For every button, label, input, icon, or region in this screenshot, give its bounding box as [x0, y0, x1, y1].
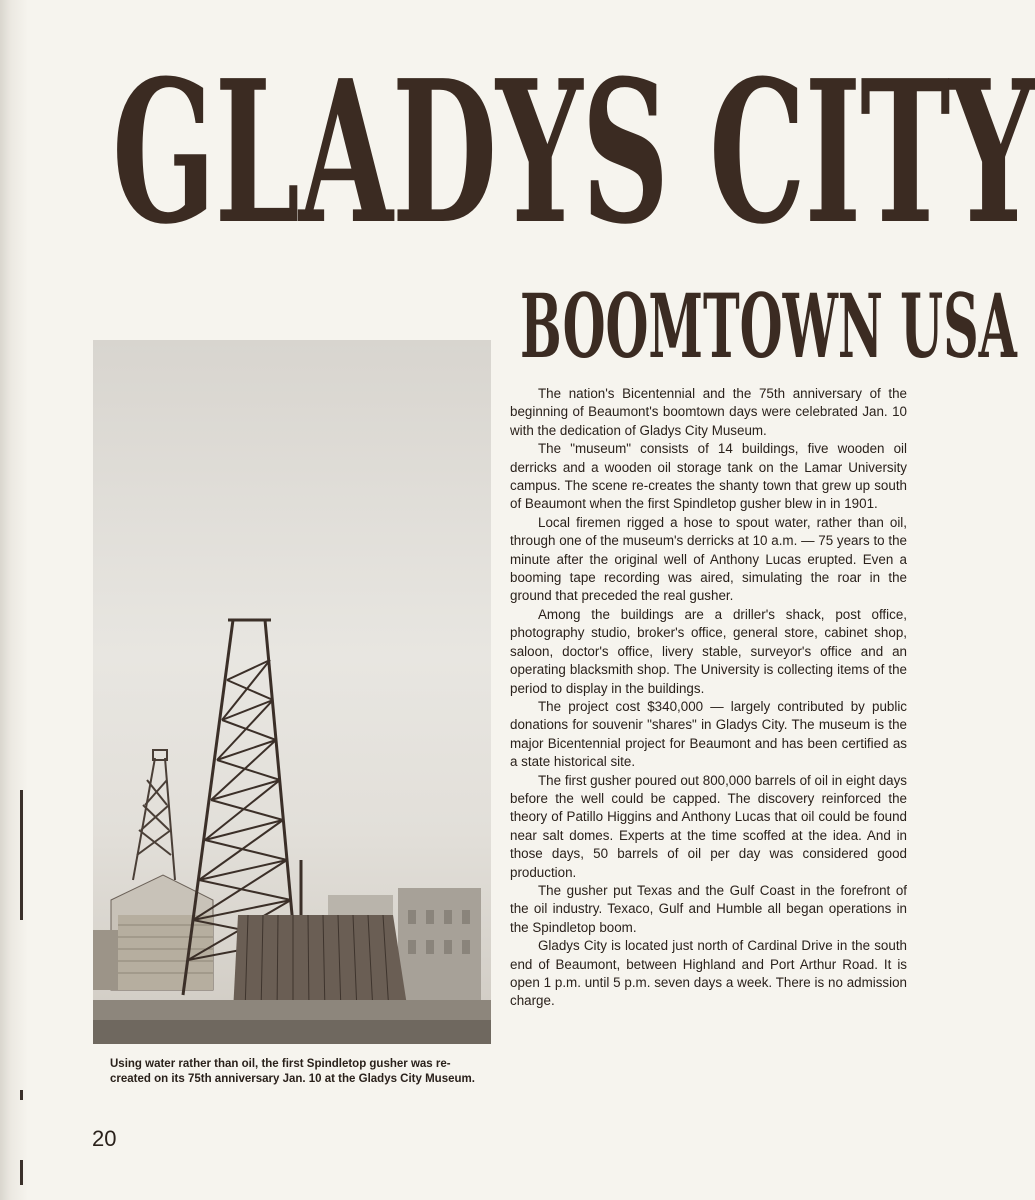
article-paragraph: The nation's Bicentennial and the 75th anniversary of the beginning of Beaumont's boomtown days were celebrated Jan. 10 with the dedication of Gladys City Museum. [510, 386, 907, 438]
article-paragraph: Gladys City is located just north of Cardinal Drive in the south end of Beaumont, between Highland and Port Arthur Road. It is open 1 p.m. until 5 p.m. seven days a week. There is no admission charge. [510, 938, 907, 1009]
binding-mark [20, 790, 23, 920]
small-derrick [133, 750, 175, 880]
article-paragraph: The gusher put Texas and the Gulf Coast in the forefront of the oil industry. Texaco, Gulf and Humble all began operations in the Spindletop boom. [510, 882, 907, 935]
derrick-illustration [93, 340, 491, 1044]
binding-mark [20, 1160, 23, 1185]
article-body [510, 385, 907, 1011]
oil-derrick-photo [93, 340, 491, 1044]
article-paragraph: The first gusher poured out 800,000 barrels of oil in eight days before the well could be capped. The discovery reinforced the theory of Patillo Higgins and Anthony Lucas that oil could be found near salt domes. Experts at the time scoffed at the idea. And in those days, 50 barrels of oil per day was considered good production. [510, 772, 907, 880]
article-paragraph: Local firemen rigged a hose to spout water, rather than oil, through one of the museum's derricks at 10 a.m. — 75 years to the minute after the original well of Anthony Lucas erupted. Even a booming tape recording was aired, simulating the roar in the ground that preceded the real gusher. [510, 514, 907, 604]
shack-wall [118, 915, 213, 990]
binding-mark [20, 1090, 23, 1100]
page-number: 20 [92, 1126, 117, 1151]
ground-shadow [93, 1020, 491, 1044]
shack-side [93, 930, 118, 990]
photo-caption: Using water rather than oil, the first Spindletop gusher was re-created on its 75th anniversary Jan. 10 at the Gladys City Museum. [110, 1058, 475, 1085]
article-paragraph: The project cost $340,000 — largely contributed by public donations for souvenir "shares" in Gladys City. The museum is the major Bicentennial project for Beaumont and has been certified as a state historical site. [510, 698, 907, 770]
article-paragraph: Among the buildings are a driller's shack, post office, photography studio, broker's office, general store, cabinet shop, saloon, doctor's office, livery stable, surveyor's office and an operating blacksmith shop. The University is collecting items of the period to display in the buildings. [510, 606, 907, 696]
article-paragraph: The "museum" consists of 14 buildings, five wooden oil derricks and a wooden oil storage tank on the Lamar University campus. The scene re-creates the shanty town that grew up south of Beaumont when the first Spindletop gusher blew in in 1901. [510, 441, 907, 512]
page-edge [0, 0, 28, 1200]
wooden-storage-tank [233, 915, 408, 1012]
headline-title: GLADYS CITY [112, 38, 1035, 268]
headline-subtitle: BOOMTOWN USA [520, 274, 1017, 378]
